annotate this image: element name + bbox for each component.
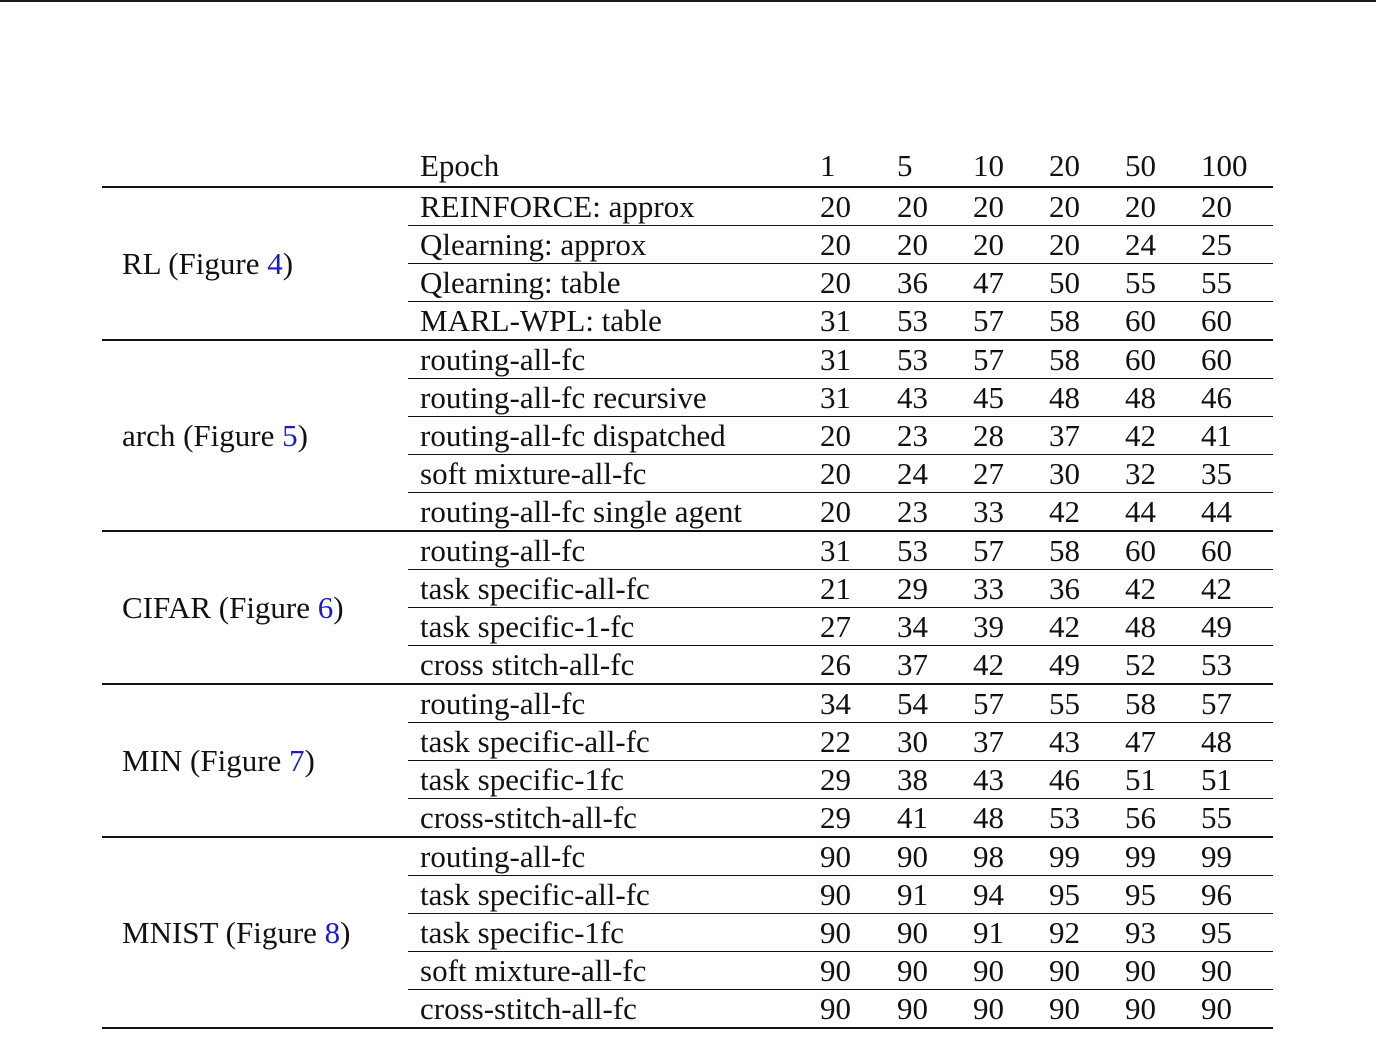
value-cell-epoch-5: 53 [885,340,961,379]
value-cell-epoch-5: 41 [885,799,961,838]
header-epoch-20: 20 [1037,146,1113,187]
value-cell-epoch-20: 48 [1037,379,1113,417]
method-name: Qlearning: table [408,264,808,302]
header-epoch-1: 1 [808,146,885,187]
value-cell-epoch-20: 20 [1037,226,1113,264]
table-row [102,340,1273,379]
value-cell-epoch-1: 31 [808,379,885,417]
value-cell-epoch-100: 35 [1189,455,1273,493]
value-cell-epoch-10: 94 [961,876,1037,914]
method-name: task specific-1fc [408,914,808,952]
group-label [102,340,408,531]
value-cell-epoch-50: 51 [1113,761,1189,799]
group-label-text: RL (Figure [122,245,268,281]
value-cell-epoch-10: 48 [961,799,1037,838]
value-cell-epoch-20: 49 [1037,646,1113,685]
value-cell-epoch-1: 20 [808,187,885,226]
value-cell-epoch-20: 99 [1037,837,1113,876]
value-cell-epoch-50: 58 [1113,684,1189,723]
value-cell-epoch-10: 57 [961,340,1037,379]
value-cell-epoch-20: 58 [1037,340,1113,379]
method-name: task specific-all-fc [408,876,808,914]
value-cell-epoch-20: 37 [1037,417,1113,455]
value-cell-epoch-50: 60 [1113,302,1189,341]
value-cell-epoch-1: 21 [808,570,885,608]
value-cell-epoch-100: 90 [1189,952,1273,990]
value-cell-epoch-10: 43 [961,761,1037,799]
value-cell-epoch-100: 60 [1189,302,1273,341]
value-cell-epoch-5: 91 [885,876,961,914]
value-cell-epoch-1: 31 [808,302,885,341]
method-name: routing-all-fc recursive [408,379,808,417]
value-cell-epoch-100: 49 [1189,608,1273,646]
value-cell-epoch-20: 20 [1037,187,1113,226]
table-body [102,187,1273,1028]
method-name: task specific-1-fc [408,608,808,646]
value-cell-epoch-10: 57 [961,302,1037,341]
value-cell-epoch-1: 20 [808,226,885,264]
value-cell-epoch-100: 55 [1189,799,1273,838]
method-name: routing-all-fc [408,531,808,570]
value-cell-epoch-10: 57 [961,531,1037,570]
value-cell-epoch-100: 44 [1189,493,1273,532]
value-cell-epoch-5: 29 [885,570,961,608]
method-name: routing-all-fc [408,684,808,723]
value-cell-epoch-50: 44 [1113,493,1189,532]
value-cell-epoch-50: 48 [1113,379,1189,417]
value-cell-epoch-1: 29 [808,761,885,799]
value-cell-epoch-20: 58 [1037,302,1113,341]
value-cell-epoch-100: 25 [1189,226,1273,264]
value-cell-epoch-20: 42 [1037,608,1113,646]
value-cell-epoch-20: 30 [1037,455,1113,493]
table-row [102,187,1273,226]
group-label [102,531,408,684]
table-row [102,837,1273,876]
value-cell-epoch-100: 41 [1189,417,1273,455]
results-table [102,146,1273,1029]
value-cell-epoch-10: 20 [961,226,1037,264]
value-cell-epoch-10: 33 [961,570,1037,608]
value-cell-epoch-5: 23 [885,493,961,532]
value-cell-epoch-100: 46 [1189,379,1273,417]
method-name: soft mixture-all-fc [408,952,808,990]
value-cell-epoch-5: 34 [885,608,961,646]
value-cell-epoch-1: 34 [808,684,885,723]
value-cell-epoch-50: 60 [1113,531,1189,570]
value-cell-epoch-50: 93 [1113,914,1189,952]
value-cell-epoch-10: 57 [961,684,1037,723]
results-table-container [102,146,1273,1029]
method-name: MARL-WPL: table [408,302,808,341]
figure-reference-link[interactable]: 5 [282,417,298,453]
value-cell-epoch-10: 47 [961,264,1037,302]
value-cell-epoch-1: 90 [808,837,885,876]
value-cell-epoch-50: 24 [1113,226,1189,264]
value-cell-epoch-20: 50 [1037,264,1113,302]
value-cell-epoch-50: 32 [1113,455,1189,493]
value-cell-epoch-100: 55 [1189,264,1273,302]
value-cell-epoch-100: 53 [1189,646,1273,685]
group-label-suffix: ) [340,914,351,950]
value-cell-epoch-50: 48 [1113,608,1189,646]
value-cell-epoch-50: 95 [1113,876,1189,914]
value-cell-epoch-50: 56 [1113,799,1189,838]
value-cell-epoch-50: 90 [1113,952,1189,990]
value-cell-epoch-10: 33 [961,493,1037,532]
value-cell-epoch-100: 90 [1189,990,1273,1029]
value-cell-epoch-100: 20 [1189,187,1273,226]
value-cell-epoch-10: 45 [961,379,1037,417]
value-cell-epoch-5: 54 [885,684,961,723]
value-cell-epoch-20: 43 [1037,723,1113,761]
value-cell-epoch-20: 42 [1037,493,1113,532]
header-row [102,146,1273,187]
value-cell-epoch-20: 58 [1037,531,1113,570]
method-name: cross stitch-all-fc [408,646,808,685]
method-name: cross-stitch-all-fc [408,990,808,1029]
group-label-suffix: ) [297,417,308,453]
value-cell-epoch-1: 31 [808,531,885,570]
value-cell-epoch-20: 90 [1037,990,1113,1029]
value-cell-epoch-20: 46 [1037,761,1113,799]
method-name: task specific-1fc [408,761,808,799]
value-cell-epoch-5: 36 [885,264,961,302]
group-label [102,837,408,1028]
value-cell-epoch-5: 20 [885,226,961,264]
value-cell-epoch-1: 90 [808,914,885,952]
value-cell-epoch-10: 90 [961,952,1037,990]
value-cell-epoch-10: 37 [961,723,1037,761]
value-cell-epoch-50: 60 [1113,340,1189,379]
value-cell-epoch-50: 99 [1113,837,1189,876]
value-cell-epoch-50: 42 [1113,570,1189,608]
group-label-suffix: ) [333,589,344,625]
method-name: routing-all-fc [408,837,808,876]
value-cell-epoch-5: 23 [885,417,961,455]
value-cell-epoch-20: 95 [1037,876,1113,914]
value-cell-epoch-10: 42 [961,646,1037,685]
value-cell-epoch-1: 90 [808,876,885,914]
method-name: Qlearning: approx [408,226,808,264]
value-cell-epoch-100: 99 [1189,837,1273,876]
method-name: routing-all-fc dispatched [408,417,808,455]
value-cell-epoch-1: 27 [808,608,885,646]
figure-reference-link[interactable]: 7 [289,742,305,778]
value-cell-epoch-1: 26 [808,646,885,685]
value-cell-epoch-20: 92 [1037,914,1113,952]
method-name: task specific-all-fc [408,723,808,761]
group-label-suffix: ) [304,742,315,778]
value-cell-epoch-10: 90 [961,990,1037,1029]
figure-reference-link[interactable]: 8 [324,914,341,950]
group-label-text: CIFAR (Figure [122,589,318,625]
value-cell-epoch-5: 90 [885,914,961,952]
value-cell-epoch-1: 20 [808,493,885,532]
value-cell-epoch-20: 36 [1037,570,1113,608]
value-cell-epoch-10: 98 [961,837,1037,876]
value-cell-epoch-1: 90 [808,952,885,990]
value-cell-epoch-1: 20 [808,264,885,302]
value-cell-epoch-1: 29 [808,799,885,838]
value-cell-epoch-10: 39 [961,608,1037,646]
value-cell-epoch-100: 57 [1189,684,1273,723]
value-cell-epoch-100: 95 [1189,914,1273,952]
figure-reference-link[interactable]: 4 [267,245,283,281]
value-cell-epoch-5: 24 [885,455,961,493]
method-name: routing-all-fc single agent [408,493,808,532]
group-label-text: MIN (Figure [122,742,290,778]
value-cell-epoch-5: 43 [885,379,961,417]
value-cell-epoch-5: 90 [885,990,961,1029]
figure-reference-link[interactable]: 6 [317,589,334,625]
value-cell-epoch-5: 90 [885,837,961,876]
group-label-text: arch (Figure [122,417,283,453]
method-name: task specific-all-fc [408,570,808,608]
value-cell-epoch-20: 53 [1037,799,1113,838]
table-row [102,531,1273,570]
method-name: REINFORCE: approx [408,187,808,226]
header-epoch-5: 5 [885,146,961,187]
value-cell-epoch-5: 38 [885,761,961,799]
value-cell-epoch-20: 90 [1037,952,1113,990]
method-name: soft mixture-all-fc [408,455,808,493]
header-epoch-label: Epoch [408,146,808,187]
value-cell-epoch-50: 47 [1113,723,1189,761]
header-group-cell [102,146,408,187]
value-cell-epoch-10: 27 [961,455,1037,493]
page-top-rule [0,0,1376,2]
header-epoch-50: 50 [1113,146,1189,187]
group-label [102,684,408,837]
value-cell-epoch-10: 20 [961,187,1037,226]
group-label-text: MNIST (Figure [122,914,325,950]
value-cell-epoch-20: 55 [1037,684,1113,723]
value-cell-epoch-100: 96 [1189,876,1273,914]
value-cell-epoch-50: 52 [1113,646,1189,685]
value-cell-epoch-5: 90 [885,952,961,990]
value-cell-epoch-100: 48 [1189,723,1273,761]
value-cell-epoch-100: 60 [1189,531,1273,570]
value-cell-epoch-100: 42 [1189,570,1273,608]
value-cell-epoch-10: 91 [961,914,1037,952]
value-cell-epoch-1: 20 [808,417,885,455]
method-name: routing-all-fc [408,340,808,379]
method-name: cross-stitch-all-fc [408,799,808,838]
header-epoch-100: 100 [1189,146,1273,187]
value-cell-epoch-5: 20 [885,187,961,226]
value-cell-epoch-5: 37 [885,646,961,685]
value-cell-epoch-5: 30 [885,723,961,761]
header-epoch-10: 10 [961,146,1037,187]
value-cell-epoch-100: 60 [1189,340,1273,379]
value-cell-epoch-50: 20 [1113,187,1189,226]
value-cell-epoch-100: 51 [1189,761,1273,799]
group-label [102,187,408,340]
value-cell-epoch-5: 53 [885,302,961,341]
value-cell-epoch-5: 53 [885,531,961,570]
value-cell-epoch-50: 55 [1113,264,1189,302]
value-cell-epoch-1: 20 [808,455,885,493]
value-cell-epoch-50: 42 [1113,417,1189,455]
table-row [102,684,1273,723]
value-cell-epoch-50: 90 [1113,990,1189,1029]
value-cell-epoch-10: 28 [961,417,1037,455]
value-cell-epoch-1: 31 [808,340,885,379]
value-cell-epoch-1: 90 [808,990,885,1029]
value-cell-epoch-1: 22 [808,723,885,761]
group-label-suffix: ) [282,245,294,281]
